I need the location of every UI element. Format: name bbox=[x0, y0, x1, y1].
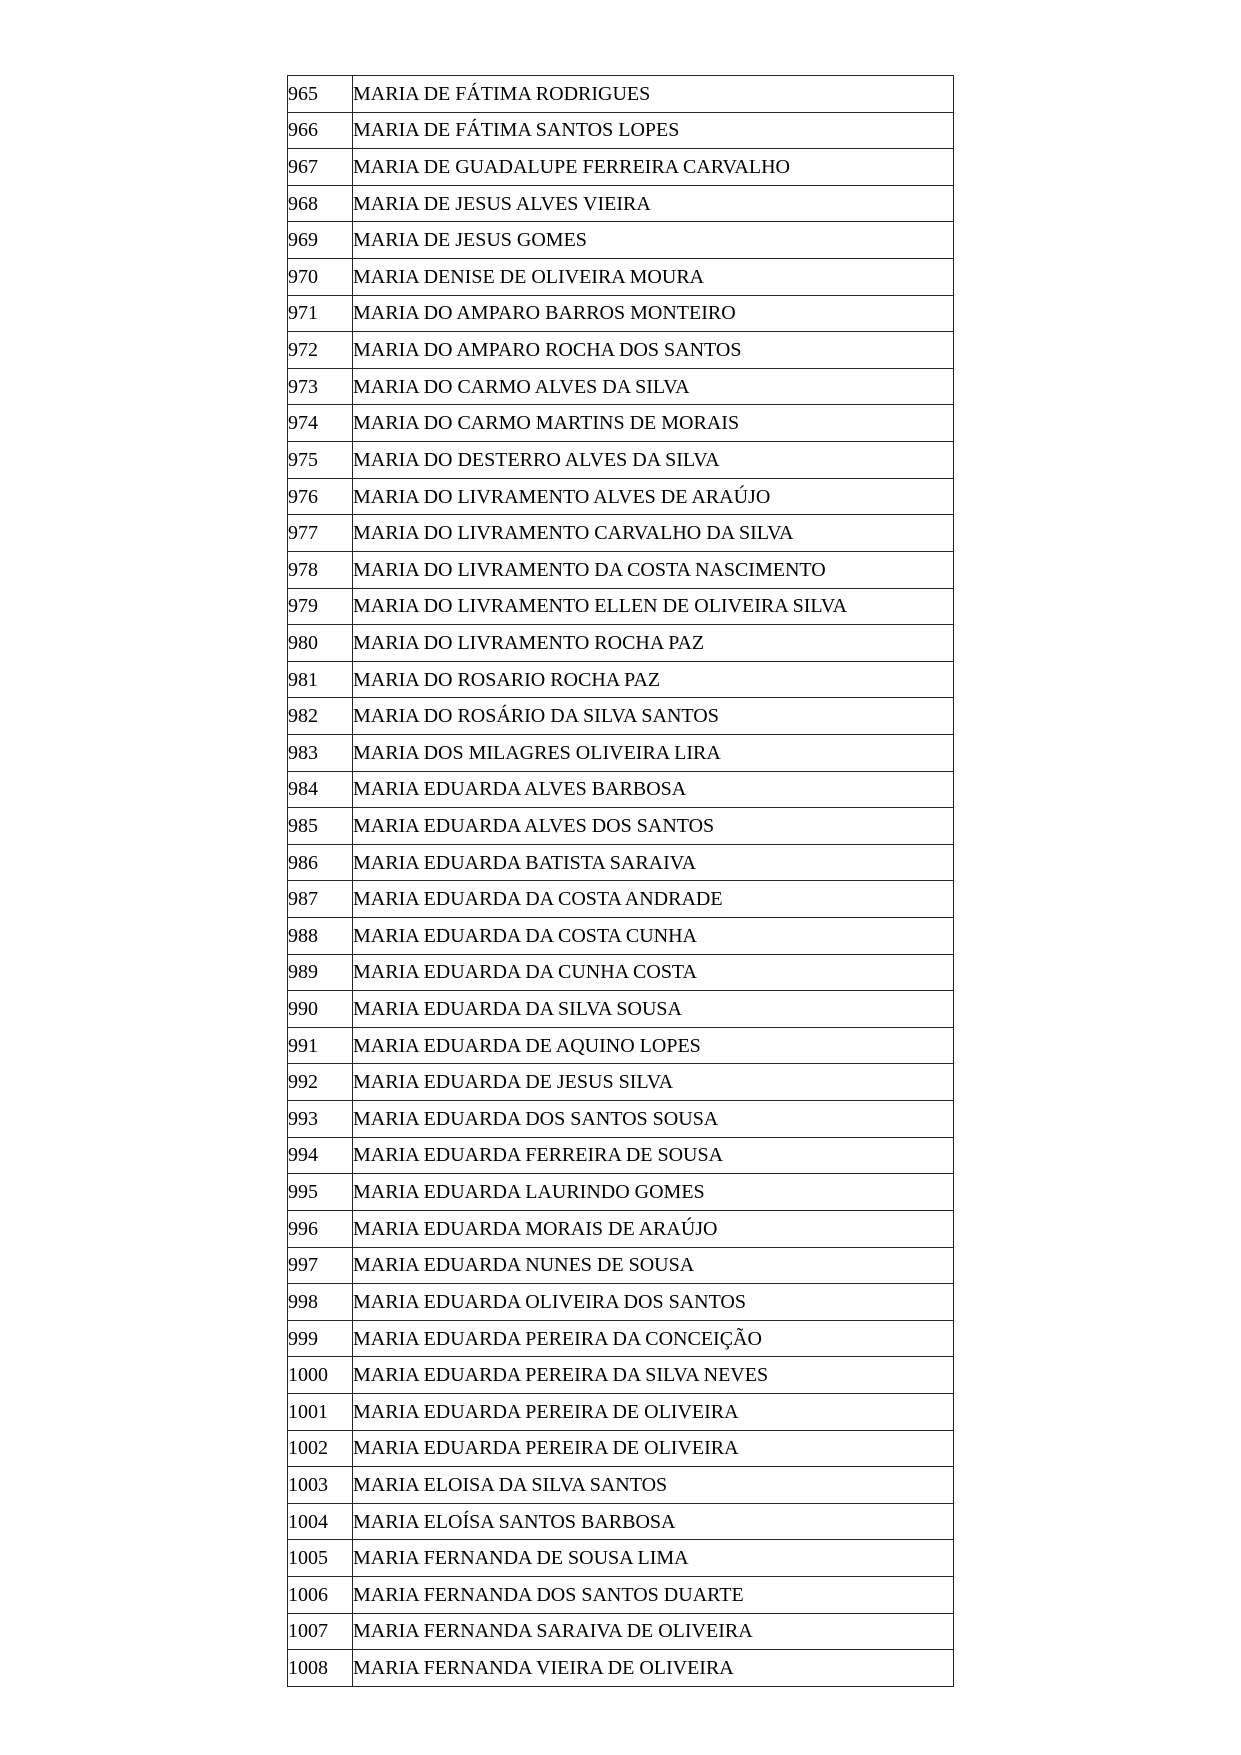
row-name-cell: MARIA DOS MILAGRES OLIVEIRA LIRA bbox=[353, 734, 954, 771]
table-row bbox=[288, 1503, 954, 1540]
row-number-cell: 984 bbox=[288, 771, 353, 808]
row-number-cell: 988 bbox=[288, 918, 353, 955]
row-number-cell: 976 bbox=[288, 478, 353, 515]
row-number-cell: 975 bbox=[288, 442, 353, 479]
table-row bbox=[288, 1540, 954, 1577]
table-row bbox=[288, 588, 954, 625]
table-row bbox=[288, 1247, 954, 1284]
row-name-cell: MARIA DO AMPARO ROCHA DOS SANTOS bbox=[353, 332, 954, 369]
table-row bbox=[288, 1650, 954, 1687]
table-row bbox=[288, 1284, 954, 1321]
table-row bbox=[288, 478, 954, 515]
table-row bbox=[288, 1137, 954, 1174]
row-name-cell: MARIA EDUARDA OLIVEIRA DOS SANTOS bbox=[353, 1284, 954, 1321]
table-row bbox=[288, 1576, 954, 1613]
row-name-cell: MARIA DO ROSARIO ROCHA PAZ bbox=[353, 661, 954, 698]
row-number-cell: 991 bbox=[288, 1027, 353, 1064]
row-number-cell: 994 bbox=[288, 1137, 353, 1174]
table-row bbox=[288, 1613, 954, 1650]
table-row bbox=[288, 1430, 954, 1467]
table-row bbox=[288, 1027, 954, 1064]
table-row bbox=[288, 515, 954, 552]
row-number-cell: 978 bbox=[288, 551, 353, 588]
row-name-cell: MARIA DO AMPARO BARROS MONTEIRO bbox=[353, 295, 954, 332]
table-row bbox=[288, 149, 954, 186]
row-number-cell: 977 bbox=[288, 515, 353, 552]
row-name-cell: MARIA DO CARMO MARTINS DE MORAIS bbox=[353, 405, 954, 442]
row-name-cell: MARIA DO LIVRAMENTO ALVES DE ARAÚJO bbox=[353, 478, 954, 515]
row-name-cell: MARIA ELOISA DA SILVA SANTOS bbox=[353, 1467, 954, 1504]
row-name-cell: MARIA DO ROSÁRIO DA SILVA SANTOS bbox=[353, 698, 954, 735]
row-number-cell: 997 bbox=[288, 1247, 353, 1284]
row-name-cell: MARIA EDUARDA ALVES BARBOSA bbox=[353, 771, 954, 808]
row-number-cell: 969 bbox=[288, 222, 353, 259]
table-row bbox=[288, 918, 954, 955]
table-row bbox=[288, 295, 954, 332]
table-row bbox=[288, 551, 954, 588]
table-row bbox=[288, 1064, 954, 1101]
row-name-cell: MARIA EDUARDA DA COSTA ANDRADE bbox=[353, 881, 954, 918]
row-name-cell: MARIA EDUARDA DE JESUS SILVA bbox=[353, 1064, 954, 1101]
row-name-cell: MARIA DE FÁTIMA RODRIGUES bbox=[353, 76, 954, 113]
row-name-cell: MARIA EDUARDA DOS SANTOS SOUSA bbox=[353, 1101, 954, 1138]
table-row bbox=[288, 1357, 954, 1394]
table-row bbox=[288, 771, 954, 808]
row-number-cell: 996 bbox=[288, 1210, 353, 1247]
row-number-cell: 1005 bbox=[288, 1540, 353, 1577]
row-number-cell: 974 bbox=[288, 405, 353, 442]
row-number-cell: 986 bbox=[288, 844, 353, 881]
row-number-cell: 982 bbox=[288, 698, 353, 735]
row-number-cell: 1001 bbox=[288, 1393, 353, 1430]
row-name-cell: MARIA FERNANDA SARAIVA DE OLIVEIRA bbox=[353, 1613, 954, 1650]
row-number-cell: 1007 bbox=[288, 1613, 353, 1650]
row-number-cell: 985 bbox=[288, 808, 353, 845]
row-number-cell: 968 bbox=[288, 185, 353, 222]
table-row bbox=[288, 1101, 954, 1138]
row-number-cell: 999 bbox=[288, 1320, 353, 1357]
row-number-cell: 1002 bbox=[288, 1430, 353, 1467]
row-name-cell: MARIA EDUARDA PEREIRA DE OLIVEIRA bbox=[353, 1393, 954, 1430]
row-name-cell: MARIA FERNANDA DE SOUSA LIMA bbox=[353, 1540, 954, 1577]
table-row bbox=[288, 1174, 954, 1211]
row-number-cell: 990 bbox=[288, 991, 353, 1028]
row-number-cell: 989 bbox=[288, 954, 353, 991]
row-name-cell: MARIA EDUARDA PEREIRA DE OLIVEIRA bbox=[353, 1430, 954, 1467]
row-name-cell: MARIA DO CARMO ALVES DA SILVA bbox=[353, 368, 954, 405]
row-number-cell: 971 bbox=[288, 295, 353, 332]
row-name-cell: MARIA EDUARDA DE AQUINO LOPES bbox=[353, 1027, 954, 1064]
row-number-cell: 965 bbox=[288, 76, 353, 113]
row-number-cell: 973 bbox=[288, 368, 353, 405]
table-row bbox=[288, 368, 954, 405]
row-name-cell: MARIA DE GUADALUPE FERREIRA CARVALHO bbox=[353, 149, 954, 186]
table-row bbox=[288, 991, 954, 1028]
row-name-cell: MARIA EDUARDA DA COSTA CUNHA bbox=[353, 918, 954, 955]
table-row bbox=[288, 405, 954, 442]
row-name-cell: MARIA EDUARDA NUNES DE SOUSA bbox=[353, 1247, 954, 1284]
row-name-cell: MARIA DENISE DE OLIVEIRA MOURA bbox=[353, 259, 954, 296]
row-name-cell: MARIA DE FÁTIMA SANTOS LOPES bbox=[353, 112, 954, 149]
row-name-cell: MARIA FERNANDA VIEIRA DE OLIVEIRA bbox=[353, 1650, 954, 1687]
table-row bbox=[288, 222, 954, 259]
row-name-cell: MARIA EDUARDA ALVES DOS SANTOS bbox=[353, 808, 954, 845]
table-row bbox=[288, 185, 954, 222]
row-number-cell: 970 bbox=[288, 259, 353, 296]
row-number-cell: 998 bbox=[288, 1284, 353, 1321]
table-row bbox=[288, 808, 954, 845]
row-name-cell: MARIA EDUARDA PEREIRA DA SILVA NEVES bbox=[353, 1357, 954, 1394]
row-number-cell: 980 bbox=[288, 625, 353, 662]
row-number-cell: 1000 bbox=[288, 1357, 353, 1394]
row-number-cell: 1004 bbox=[288, 1503, 353, 1540]
table-row bbox=[288, 1467, 954, 1504]
table-row bbox=[288, 1210, 954, 1247]
table-row bbox=[288, 661, 954, 698]
row-number-cell: 983 bbox=[288, 734, 353, 771]
row-number-cell: 995 bbox=[288, 1174, 353, 1211]
row-name-cell: MARIA EDUARDA BATISTA SARAIVA bbox=[353, 844, 954, 881]
table-row bbox=[288, 112, 954, 149]
row-name-cell: MARIA DO DESTERRO ALVES DA SILVA bbox=[353, 442, 954, 479]
table-row bbox=[288, 954, 954, 991]
row-number-cell: 987 bbox=[288, 881, 353, 918]
row-name-cell: MARIA EDUARDA MORAIS DE ARAÚJO bbox=[353, 1210, 954, 1247]
row-number-cell: 966 bbox=[288, 112, 353, 149]
row-number-cell: 1008 bbox=[288, 1650, 353, 1687]
row-name-cell: MARIA EDUARDA PEREIRA DA CONCEIÇÃO bbox=[353, 1320, 954, 1357]
table-row bbox=[288, 1320, 954, 1357]
row-number-cell: 967 bbox=[288, 149, 353, 186]
table-row bbox=[288, 844, 954, 881]
row-number-cell: 993 bbox=[288, 1101, 353, 1138]
row-name-cell: MARIA EDUARDA FERREIRA DE SOUSA bbox=[353, 1137, 954, 1174]
table-row bbox=[288, 442, 954, 479]
table-row bbox=[288, 259, 954, 296]
table-row bbox=[288, 625, 954, 662]
row-name-cell: MARIA DE JESUS GOMES bbox=[353, 222, 954, 259]
row-name-cell: MARIA ELOÍSA SANTOS BARBOSA bbox=[353, 1503, 954, 1540]
row-number-cell: 1006 bbox=[288, 1576, 353, 1613]
table-row bbox=[288, 1393, 954, 1430]
row-name-cell: MARIA DO LIVRAMENTO DA COSTA NASCIMENTO bbox=[353, 551, 954, 588]
row-name-cell: MARIA FERNANDA DOS SANTOS DUARTE bbox=[353, 1576, 954, 1613]
row-number-cell: 992 bbox=[288, 1064, 353, 1101]
row-name-cell: MARIA EDUARDA LAURINDO GOMES bbox=[353, 1174, 954, 1211]
table-row bbox=[288, 332, 954, 369]
row-number-cell: 972 bbox=[288, 332, 353, 369]
table-row bbox=[288, 76, 954, 113]
row-number-cell: 981 bbox=[288, 661, 353, 698]
names-table-body bbox=[288, 76, 954, 1687]
table-row bbox=[288, 734, 954, 771]
row-name-cell: MARIA EDUARDA DA CUNHA COSTA bbox=[353, 954, 954, 991]
row-name-cell: MARIA DO LIVRAMENTO CARVALHO DA SILVA bbox=[353, 515, 954, 552]
row-number-cell: 1003 bbox=[288, 1467, 353, 1504]
row-number-cell: 979 bbox=[288, 588, 353, 625]
table-row bbox=[288, 698, 954, 735]
names-table bbox=[287, 75, 954, 1687]
row-name-cell: MARIA EDUARDA DA SILVA SOUSA bbox=[353, 991, 954, 1028]
row-name-cell: MARIA DO LIVRAMENTO ELLEN DE OLIVEIRA SILVA bbox=[353, 588, 954, 625]
row-name-cell: MARIA DO LIVRAMENTO ROCHA PAZ bbox=[353, 625, 954, 662]
table-row bbox=[288, 881, 954, 918]
row-name-cell: MARIA DE JESUS ALVES VIEIRA bbox=[353, 185, 954, 222]
